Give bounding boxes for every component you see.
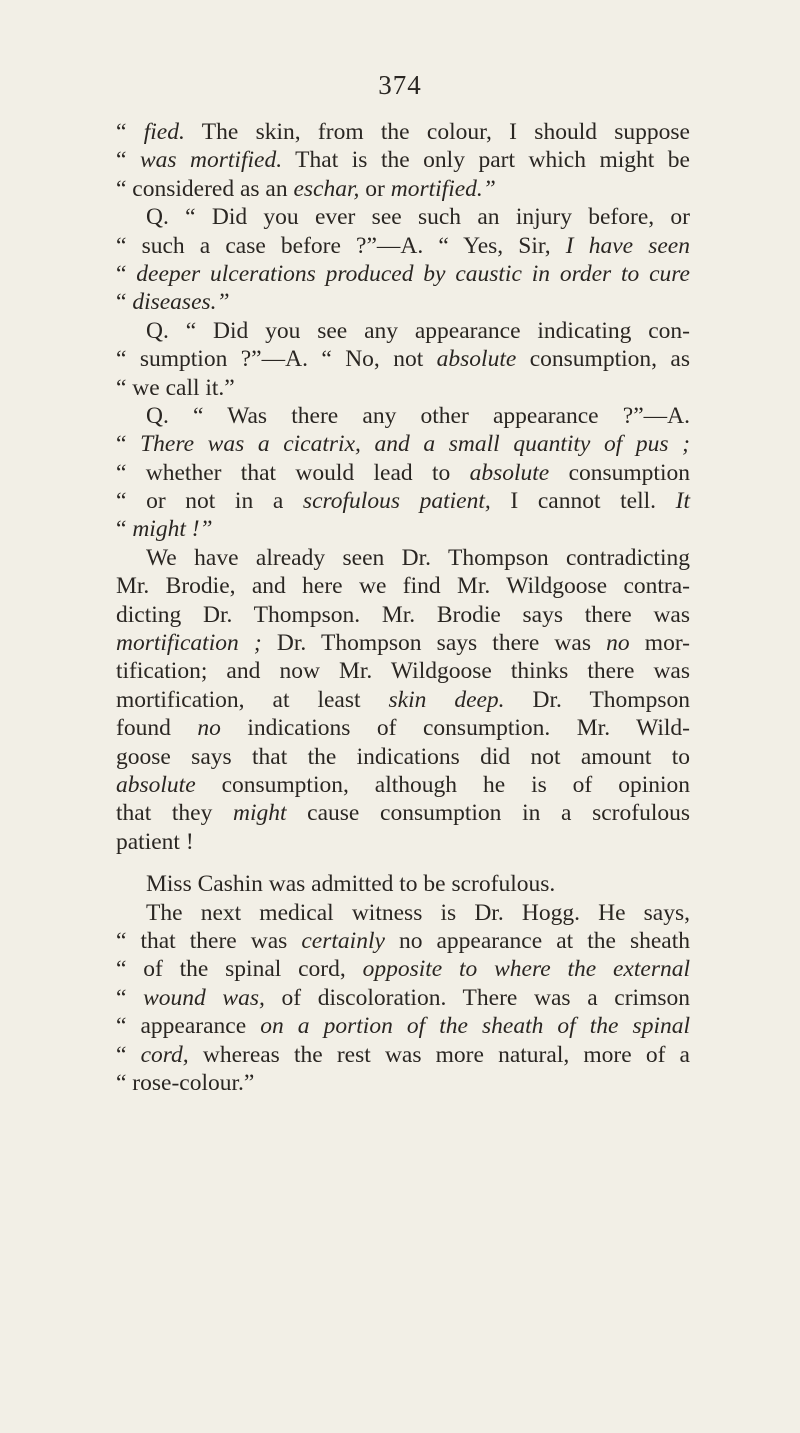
italic-run: opposite to where the external bbox=[362, 956, 690, 983]
text-run: Q. “ Did you ever see such an injury before, or bbox=[146, 204, 690, 231]
text-run: whereas the rest was more natural, more of a bbox=[188, 1041, 690, 1068]
italic-run: on a portion of the sheath of the spinal bbox=[260, 1013, 690, 1040]
text-line bbox=[116, 1012, 690, 1040]
text-run: “ or not in a bbox=[116, 488, 303, 515]
text-line bbox=[116, 899, 690, 927]
text-run: “ bbox=[116, 984, 144, 1011]
paragraph-gap bbox=[116, 856, 690, 870]
italic-run: mortified.” bbox=[390, 175, 496, 202]
text-run: or bbox=[359, 175, 391, 202]
italic-run: wound was, bbox=[143, 984, 265, 1011]
italic-run: eschar, bbox=[293, 175, 360, 202]
text-line bbox=[116, 955, 690, 983]
text-run: I cannot tell. bbox=[490, 488, 676, 515]
italic-run: It bbox=[675, 488, 690, 515]
text-line bbox=[116, 572, 690, 600]
text-run: “ bbox=[116, 260, 137, 287]
text-run: “ rose-colour.” bbox=[116, 1069, 255, 1096]
text-line bbox=[116, 374, 690, 402]
text-run: “ bbox=[116, 1041, 141, 1068]
text-line bbox=[116, 657, 690, 685]
text-run: “ such a case before ?”—A. “ Yes, Sir, bbox=[116, 232, 566, 259]
italic-run: scrofulous patient, bbox=[302, 488, 491, 515]
text-line bbox=[116, 402, 690, 430]
text-run: Mr. Brodie, and here we find Mr. Wildgoose contra- bbox=[116, 573, 690, 600]
text-run: “ bbox=[116, 516, 133, 543]
text-line bbox=[116, 1041, 690, 1069]
text-run: “ bbox=[116, 119, 144, 145]
text-run: Dr. Thompson bbox=[504, 686, 690, 713]
text-run: dicting Dr. Thompson. Mr. Brodie says there was bbox=[116, 601, 690, 628]
text-line bbox=[116, 118, 690, 146]
text-line bbox=[116, 487, 690, 515]
text-line bbox=[116, 203, 690, 231]
text-run: “ of the spinal cord, bbox=[116, 956, 363, 983]
text-line bbox=[116, 317, 690, 345]
text-line bbox=[116, 927, 690, 955]
italic-run: certainly bbox=[301, 927, 385, 954]
text-run: Miss Cashin was admitted to be scrofulous. bbox=[146, 871, 556, 898]
italic-run: absolute bbox=[436, 346, 517, 373]
italic-run: There was a cicatrix, and a small quantity of pus ; bbox=[140, 431, 690, 458]
text-line bbox=[116, 260, 690, 288]
text-run: no appearance at the sheath bbox=[384, 927, 690, 954]
text-run: Dr. Thompson says there was bbox=[261, 630, 607, 657]
body-text bbox=[116, 118, 690, 1097]
text-line bbox=[116, 544, 690, 572]
text-run: of discoloration. There was a crimson bbox=[264, 984, 691, 1011]
text-run: “ bbox=[116, 431, 141, 458]
italic-run: might !” bbox=[132, 516, 213, 543]
text-run: “ we call it.” bbox=[116, 374, 235, 401]
text-line bbox=[116, 771, 690, 799]
text-run: patient ! bbox=[116, 828, 194, 855]
text-run: consumption, as bbox=[516, 346, 690, 373]
italic-run: diseases.” bbox=[132, 289, 230, 316]
text-run: “ considered as an bbox=[116, 175, 294, 202]
text-line bbox=[116, 146, 690, 174]
text-line bbox=[116, 232, 690, 260]
text-run: Q. “ Did you see any appearance indicating con- bbox=[146, 317, 690, 344]
text-run: consumption, although he is of opinion bbox=[195, 771, 690, 798]
text-line bbox=[116, 515, 690, 543]
italic-run: skin deep. bbox=[388, 686, 505, 713]
text-run: “ appearance bbox=[116, 1013, 261, 1040]
text-run: “ bbox=[116, 147, 140, 174]
text-run: “ bbox=[116, 289, 133, 316]
text-line bbox=[116, 799, 690, 827]
italic-run: cord, bbox=[140, 1041, 189, 1068]
italic-run: I have seen bbox=[565, 232, 690, 259]
text-line bbox=[116, 686, 690, 714]
text-run: goose says that the indications did not amount to bbox=[116, 743, 690, 770]
text-line bbox=[116, 714, 690, 742]
text-run: indications of consumption. Mr. Wild- bbox=[220, 715, 691, 742]
text-run: “ that there was bbox=[116, 927, 302, 954]
text-line bbox=[116, 345, 690, 373]
text-line bbox=[116, 743, 690, 771]
text-run: consumption bbox=[549, 459, 690, 486]
text-line bbox=[116, 175, 690, 203]
text-line bbox=[116, 430, 690, 458]
text-run: The skin, from the colour, I should suppose bbox=[184, 119, 690, 145]
text-run: mor- bbox=[629, 630, 691, 657]
italic-run: might bbox=[233, 800, 287, 827]
italic-run: no bbox=[606, 630, 630, 657]
italic-run: absolute bbox=[469, 459, 550, 486]
text-run: that they bbox=[116, 800, 233, 827]
text-run: Q. “ Was there any other appearance ?”—A. bbox=[146, 402, 690, 429]
text-run: found bbox=[116, 715, 198, 742]
text-run: tification; and now Mr. Wildgoose thinks there was bbox=[116, 658, 690, 685]
text-run: The next medical witness is Dr. Hogg. He says, bbox=[146, 899, 690, 926]
italic-run: no bbox=[197, 715, 221, 742]
text-run: “ whether that would lead to bbox=[116, 459, 470, 486]
text-line bbox=[116, 629, 690, 657]
italic-run: was mortified. bbox=[139, 147, 283, 174]
page-number: 374 bbox=[378, 70, 422, 100]
text-run: cause consumption in a scrofulous bbox=[286, 800, 690, 827]
text-line bbox=[116, 459, 690, 487]
italic-run: deeper ulcerations produced by caustic in order to cure bbox=[136, 260, 690, 287]
text-run: mortification, at least bbox=[116, 686, 389, 713]
text-line bbox=[116, 828, 690, 856]
text-run: We have already seen Dr. Thompson contradicting bbox=[146, 544, 690, 571]
text-line bbox=[116, 870, 690, 898]
text-run: “ sumption ?”—A. “ No, not bbox=[116, 346, 437, 373]
text-line bbox=[116, 1069, 690, 1097]
text-run: That is the only part which might be bbox=[282, 147, 690, 174]
text-line bbox=[116, 984, 690, 1012]
text-line bbox=[116, 288, 690, 316]
text-line bbox=[116, 601, 690, 629]
italic-run: absolute bbox=[116, 771, 196, 798]
italic-run: mortification ; bbox=[116, 630, 262, 657]
italic-run: fied. bbox=[143, 119, 185, 145]
